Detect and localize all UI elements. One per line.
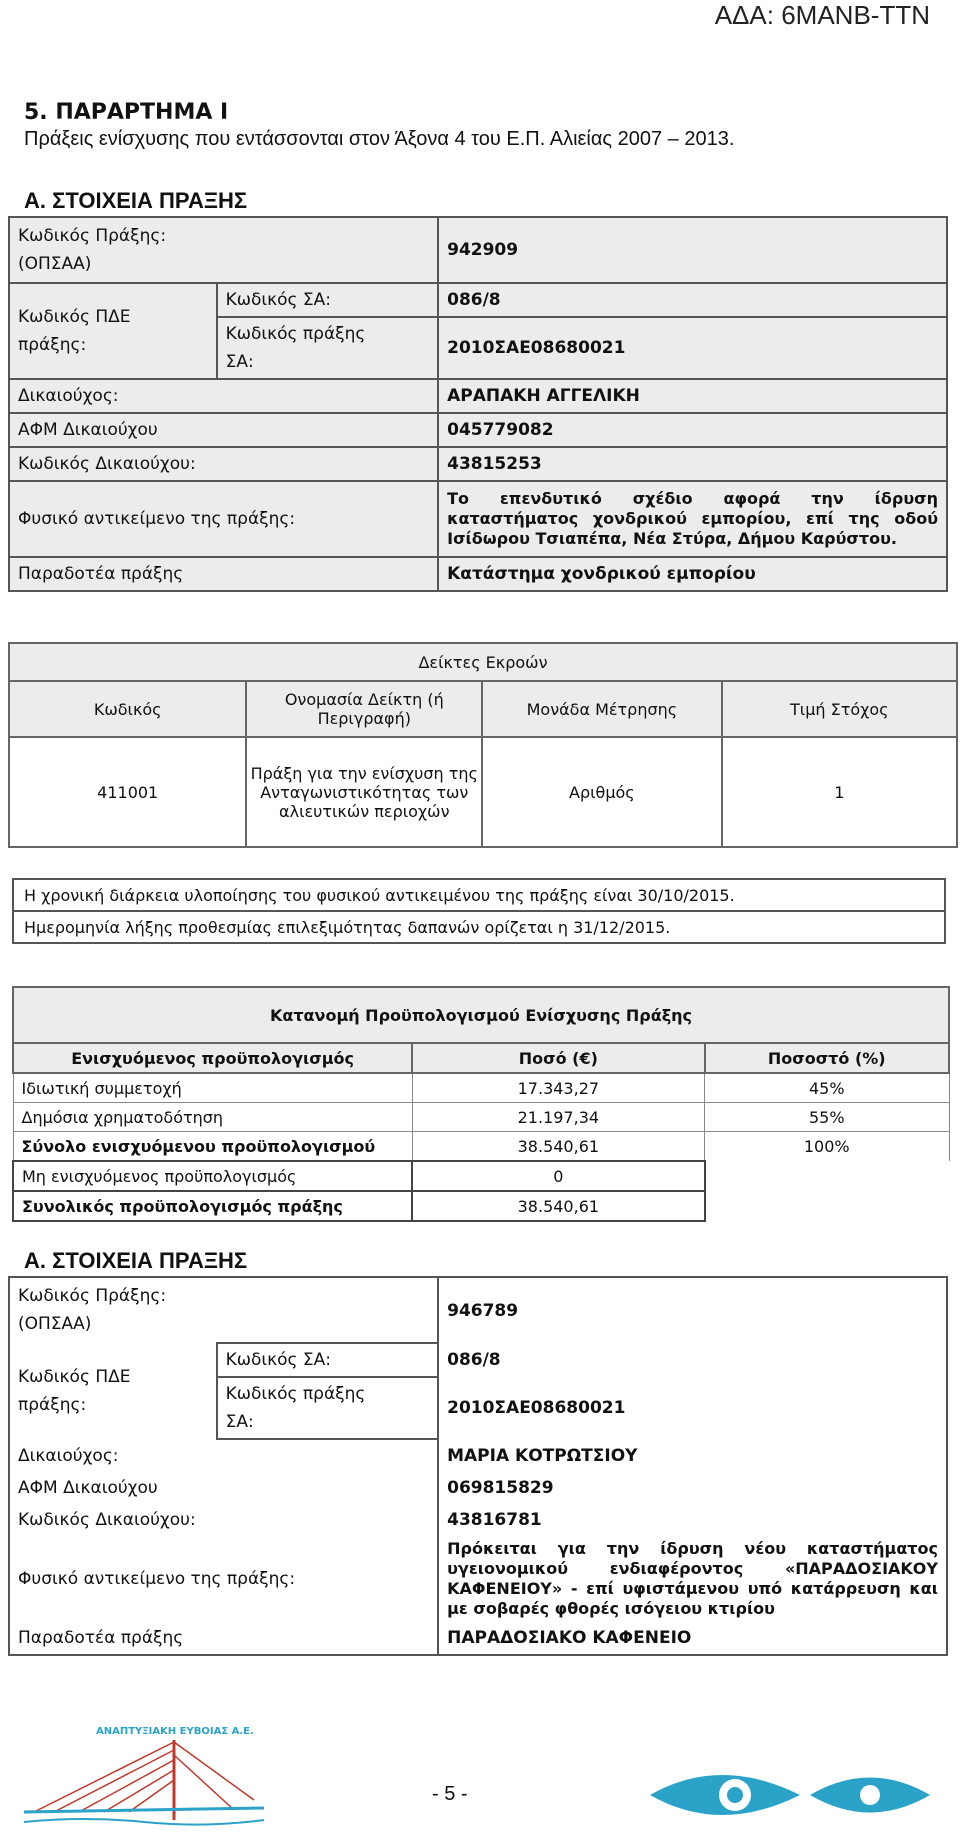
- budget-row: [13, 1073, 949, 1103]
- budget-row: [13, 1103, 949, 1132]
- indicator-header-code: Κωδικός: [9, 681, 246, 737]
- value-afm: 045779082: [438, 413, 947, 447]
- label-beneficiary: Δικαιούχος:: [9, 1439, 438, 1472]
- indicator-target: 1: [722, 737, 957, 847]
- dates-table: [12, 878, 946, 944]
- label-ben-code: Κωδικός Δικαιούχου:: [9, 1504, 438, 1536]
- deadline-text: Ημερομηνία λήξης προθεσμίας επιλεξιμότητας δαπανών ορίζεται η 31/12/2015.: [13, 911, 945, 943]
- budget-header-amount: Ποσό (€): [412, 1043, 704, 1073]
- budget-title: Κατανομή Προϋπολογισμού Ενίσχυσης Πράξης: [13, 987, 949, 1043]
- bridge-logo: [24, 1720, 264, 1830]
- label-afm: ΑΦΜ Δικαιούχου: [9, 413, 438, 447]
- project-info-table: [8, 216, 948, 592]
- value-ben-code: 43815253: [438, 447, 947, 481]
- label-code-opsaa: Κωδικός Πράξης: (ΟΠΣΑΑ): [9, 1277, 438, 1343]
- section-a-title: Α. ΣΤΟΙΧΕΙΑ ΠΡΑΞΗΣ: [24, 1248, 248, 1273]
- label-afm: ΑΦΜ Δικαιούχου: [9, 1472, 438, 1504]
- indicator-header-name: Ονομασία Δείκτη (ή Περιγραφή): [246, 681, 482, 737]
- value-code-opsaa: 942909: [438, 217, 947, 283]
- value-sa-action: 2010ΣΑΕ08680021: [438, 317, 947, 379]
- indicators-table: [8, 642, 958, 848]
- value-sa-action: 2010ΣΑΕ08680021: [438, 1377, 947, 1439]
- total-budget-amount: 38.540,61: [412, 1191, 704, 1221]
- budget-row-amount: 17.343,27: [412, 1073, 704, 1103]
- value-sa-code: 086/8: [438, 283, 947, 317]
- label-code-opsaa: Κωδικός Πράξης: (ΟΠΣΑΑ): [9, 217, 438, 283]
- indicator-name: Πράξη για την ενίσχυση της Ανταγωνιστικότητας των αλιευτικών περιοχών: [246, 737, 482, 847]
- budget-header-label: Ενισχυόμενος προϋπολογισμός: [13, 1043, 412, 1073]
- ada-code: ΑΔΑ: 6ΜΑΝΒ-ΤΤΝ: [714, 0, 930, 30]
- budget-row-label: Δημόσια χρηματοδότηση: [13, 1103, 412, 1132]
- indicator-unit: Αριθμός: [482, 737, 721, 847]
- label-physical: Φυσικό αντικείμενο της πράξης:: [9, 481, 438, 557]
- budget-row-label: Ιδιωτική συμμετοχή: [13, 1073, 412, 1103]
- fish-eye-logo: [640, 1760, 940, 1830]
- budget-table: [12, 986, 950, 1222]
- budget-row-label: Σύνολο ενισχυόμενου προϋπολογισμού: [13, 1132, 412, 1162]
- label-sa-action: Κωδικός πράξης ΣΑ:: [217, 1377, 439, 1439]
- value-code-opsaa: 946789: [438, 1277, 947, 1343]
- budget-row-pct: 55%: [705, 1103, 950, 1132]
- total-budget-label: Συνολικός προϋπολογισμός πράξης: [13, 1191, 412, 1221]
- label-pde: Κωδικός ΠΔΕ πράξης:: [9, 283, 217, 379]
- logo-text: ΑΝΑΠΤΥΞΙΑΚΗ ΕΥΒΟΙΑΣ Α.Ε.: [96, 1726, 254, 1737]
- non-supported-amount: 0: [412, 1161, 704, 1191]
- label-deliverables: Παραδοτέα πράξης: [9, 1622, 438, 1655]
- budget-row-amount: 21.197,34: [412, 1103, 704, 1132]
- appendix-heading: 5. ΠΑΡΑΡΤΗΜΑ Ι: [24, 100, 229, 125]
- value-physical: Το επενδυτικό σχέδιο αφορά την ίδρυση καταστήματος χονδρικού εμπορίου, επί της οδού Ισίδωρου Τσιαπέπα, Νέα Στύρα, Δήμου Καρύστου.: [438, 481, 947, 557]
- label-sa-action: Κωδικός πράξης ΣΑ:: [217, 317, 439, 379]
- budget-header-pct: Ποσοστό (%): [705, 1043, 950, 1073]
- indicators-title: Δείκτες Εκροών: [9, 643, 957, 681]
- value-afm: 069815829: [438, 1472, 947, 1504]
- project-info-table: [8, 1276, 948, 1656]
- budget-row: [13, 1132, 949, 1162]
- value-ben-code: 43816781: [438, 1504, 947, 1536]
- budget-row-pct: 100%: [705, 1132, 950, 1162]
- indicator-header-target: Τιμή Στόχος: [722, 681, 957, 737]
- label-sa-code: Κωδικός ΣΑ:: [217, 283, 439, 317]
- value-beneficiary: ΑΡΑΠΑΚΗ ΑΓΓΕΛΙΚΗ: [438, 379, 947, 413]
- section-a-title: Α. ΣΤΟΙΧΕΙΑ ΠΡΑΞΗΣ: [24, 188, 248, 213]
- value-deliverables: ΠΑΡΑΔΟΣΙΑΚΟ ΚΑΦΕΝΕΙΟ: [438, 1622, 947, 1655]
- non-supported-label: Μη ενισχυόμενος προϋπολογισμός: [13, 1161, 412, 1191]
- budget-row-amount: 38.540,61: [412, 1132, 704, 1162]
- budget-row-pct: 45%: [705, 1073, 950, 1103]
- label-ben-code: Κωδικός Δικαιούχου:: [9, 447, 438, 481]
- appendix-subtitle: Πράξεις ενίσχυσης που εντάσσονται στον Άξονα 4 του Ε.Π. Αλιείας 2007 – 2013.: [24, 128, 735, 150]
- indicator-header-unit: Μονάδα Μέτρησης: [482, 681, 721, 737]
- value-deliverables: Κατάστημα χονδρικού εμπορίου: [438, 557, 947, 591]
- indicator-code: 411001: [9, 737, 246, 847]
- page-number: - 5 -: [432, 1783, 468, 1805]
- label-deliverables: Παραδοτέα πράξης: [9, 557, 438, 591]
- label-physical: Φυσικό αντικείμενο της πράξης:: [9, 1536, 438, 1622]
- label-beneficiary: Δικαιούχος:: [9, 379, 438, 413]
- duration-text: Η χρονική διάρκεια υλοποίησης του φυσικού αντικειμένου της πράξης είναι 30/10/2015.: [13, 879, 945, 911]
- label-sa-code: Κωδικός ΣΑ:: [217, 1343, 439, 1377]
- label-pde: Κωδικός ΠΔΕ πράξης:: [9, 1343, 217, 1439]
- value-physical: Πρόκειται για την ίδρυση νέου καταστήματος υγειονομικού ενδιαφέροντος «ΠΑΡΑΔΟΣΙΑΚΟΥ ΚΑΦΕΝΕΙΟΥ» - επί υφιστάμενου υπό κατάρρευση και με σοβαρές φθορές ισόγειου κτιρίου: [438, 1536, 947, 1622]
- value-sa-code: 086/8: [438, 1343, 947, 1377]
- value-beneficiary: ΜΑΡΙΑ ΚΟΤΡΩΤΣΙΟΥ: [438, 1439, 947, 1472]
